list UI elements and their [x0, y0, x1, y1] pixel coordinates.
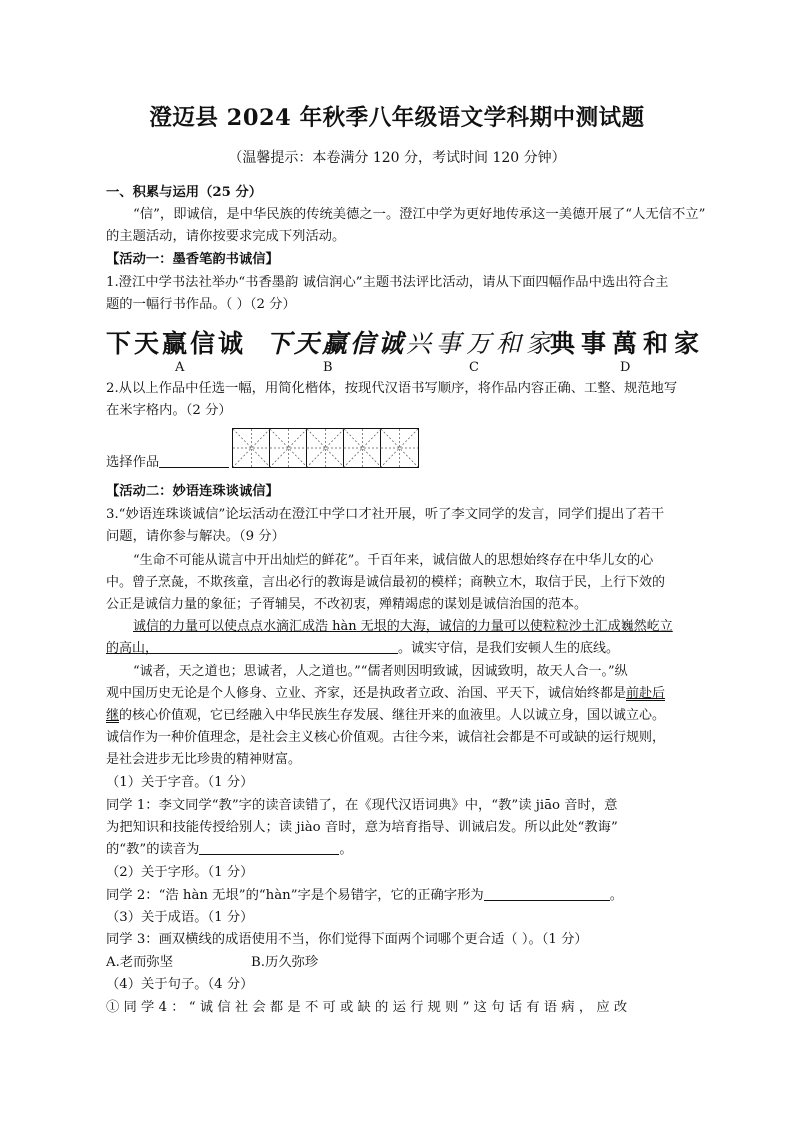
pronunciation-blank[interactable] — [199, 840, 339, 855]
work-b-calligraphy: 下天赢信诚 — [266, 329, 407, 358]
character-form-blank[interactable] — [484, 886, 610, 901]
mizi-cell[interactable] — [307, 429, 344, 467]
section1-intro-line1: “信”，即诚信，是中华民族的传统美德之一。澄江中学为更好地传承这一美德开展了“人无信不立” — [133, 207, 706, 222]
sub4-heading: （4）关于句子。（4 分） — [106, 977, 254, 992]
speech-p3-line2-text: 观中国历史无论是个人修身、立业、齐家，还是执政者立政、治国、平天下，诚信始终都是 — [106, 686, 627, 701]
choose-work-row — [106, 452, 306, 474]
speech-p3-line1: “诚者，天之道也；思诚者，人之道也。”“儒者则因明致诚，因诚致明，故天人合一。”纵 — [133, 664, 628, 679]
speech-blank[interactable] — [158, 639, 398, 654]
activity1-heading: 【活动一：墨香笔韵书诚信】 — [106, 252, 279, 267]
option-b[interactable]: B.历久弥珍 — [251, 955, 319, 970]
page-title: 澄迈县 2024 年秋季八年级语文学科期中测试题 — [149, 105, 645, 131]
sub4-line1: ① 同 学 4 ： “ 诚 信 社 会 都 是 不 可 或 缺 的 运 行 规 则 ” 这 句 话 有 语 病 ， 应 改 — [106, 1000, 628, 1015]
sub3-options — [106, 952, 710, 974]
sub2-line1-text: 同学 2：“浩 hàn 无垠”的“hàn”字是个易错字，它的正确字形为 — [106, 888, 484, 903]
sub1-line3-text: 的“教”的读音为 — [106, 842, 200, 857]
speech-p2-line1: 诚信的力量可以使点点水滴汇成浩 hàn 无垠的大海，诚信的力量可以使粒粒沙土汇成巍然屹立 — [133, 619, 673, 634]
section1-intro-line2: 的主题活动，请你按要求完成下列活动。 — [106, 229, 346, 244]
option-a[interactable]: A.老而弥坚 — [106, 955, 174, 970]
choose-work-blank[interactable] — [159, 453, 229, 468]
section1-heading: 一、积累与运用（25 分） — [106, 185, 263, 200]
speech-p2-line2-end: 。诚实守信，是我们安顿人生的底线。 — [398, 641, 620, 656]
speech-p2-line2 — [106, 638, 710, 660]
q3-line2: 问题，请你参与解决。（9 分） — [106, 529, 285, 544]
q1-line1: 1.澄江中学书法社举办“书香墨韵 诚信润心”主题书法评比活动，请从下面四幅作品中选出符合主 — [106, 275, 669, 290]
sub1-line3: 的“教”的读音为 。 — [106, 842, 353, 857]
work-b-label: B — [323, 360, 333, 375]
q1-line2: 题的一幅行书作品。（ ）（2 分） — [106, 297, 296, 312]
speech-p1-line3: 公正是诚信力量的象征；子胥辅吴，不改初衷，殚精竭虑的谋划是诚信治国的范本。 — [106, 597, 588, 612]
q2-line2: 在米字格内。（2 分） — [106, 403, 232, 418]
speech-p2-line2-start: 的高山， — [106, 641, 159, 656]
work-d-calligraphy: 典事萬和家 — [550, 329, 706, 358]
sub3-heading: （3）关于成语。（1 分） — [106, 910, 254, 925]
sub1-line2: 为把知识和技能传授给别人；读 jiào 音时，意为培育指导、训诫启发。所以此处“教诲” — [106, 820, 618, 835]
mizi-cell[interactable] — [344, 429, 381, 467]
work-c-label: C — [469, 360, 479, 375]
speech-p3-line5: 是社会进步无比珍贵的精神财富。 — [106, 752, 302, 767]
work-d-label: D — [620, 360, 631, 375]
idiom-double-underline-part1: 前赴后 — [626, 686, 666, 701]
activity2-heading: 【活动二：妙语连珠谈诚信】 — [106, 484, 279, 499]
speech-p3-line4: 诚信作为一种价值理念，是社会主义核心价值观。古往今来，诚信社会都是不可或缺的运行规则， — [106, 730, 666, 745]
speech-p1-line2: 中。曾子烹彘，不欺孩童，言出必行的教诲是诚信最初的模样；商鞅立木，取信于民，上行下效的 — [106, 575, 666, 590]
mizi-guides — [344, 429, 381, 467]
work-c-calligraphy: 兴事万和家 — [406, 329, 557, 358]
idiom-double-underline-part2: 继 — [106, 708, 120, 723]
mizi-cell[interactable] — [381, 429, 418, 467]
mizi-guides — [381, 429, 418, 467]
q3-line1: 3.“妙语连珠谈诚信”论坛活动在澄江中学口才社开展，听了李文同学的发言，同学们提出了若干 — [106, 507, 665, 522]
sub1-line1: 同学 1：李文同学“教”字的读音读错了，在《现代汉语词典》中，“教”读 jiāo 音时，意 — [106, 798, 618, 813]
page-subtitle: （温馨提示：本卷满分 120 分，考试时间 120 分钟） — [228, 150, 566, 166]
speech-p3-line2 — [106, 683, 710, 705]
sub3-line1: 同学 3：画双横线的成语使用不当，你们觉得下面两个词哪个更合适（ ）。（1 分） — [106, 932, 588, 947]
speech-p3-line3-text: 的核心价值观，它已经融入中华民族生存发展、继往开来的血液里。人以诚立身，国以诚立心。 — [119, 708, 666, 723]
choose-work-label: 选择作品 — [106, 455, 160, 470]
speech-p1-line1: “生命不可能从谎言中开出灿烂的鲜花”。千百年来，诚信做人的思想始终存在中华儿女的心 — [133, 553, 654, 568]
sub2-heading: （2）关于字形。（1 分） — [106, 865, 254, 880]
sub1-heading: （1）关于字音。（1 分） — [106, 775, 254, 790]
mizi-guides — [307, 429, 344, 467]
work-a-calligraphy: 下天赢信诚 — [106, 329, 247, 358]
q2-line1: 2.从以上作品中任选一幅，用简化楷体，按现代汉语书写顺序，将作品内容正确、工整、规范地写 — [106, 381, 678, 396]
speech-p3-line3 — [106, 705, 710, 727]
sub2-line1: 同学 2：“浩 hàn 无垠”的“hàn”字是个易错字，它的正确字形为 。 — [106, 888, 623, 903]
work-a-label: A — [175, 360, 185, 375]
